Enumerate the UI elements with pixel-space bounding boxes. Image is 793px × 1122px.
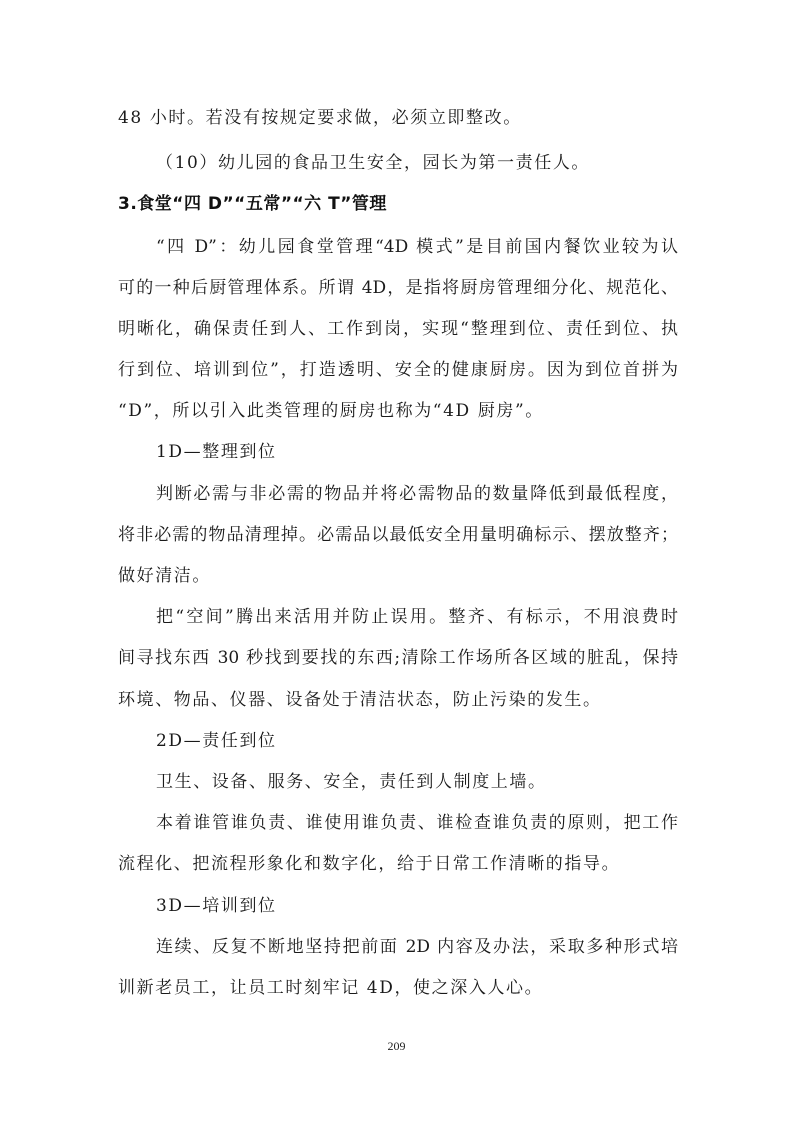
text-line-8: “D”，所以引入此类管理的厨房也称为“4D 厨房”。 — [118, 401, 544, 421]
text-line-11: 将非必需的物品清理掉。必需品以最低安全用量明确标示、摆放整齐； — [118, 525, 678, 545]
text-line-10: 判断必需与非必需的物品并将必需物品的数量降低到最低程度， — [156, 484, 678, 504]
section-heading: 3.食堂“四 D”“五常”“六 T”管理 — [118, 194, 387, 214]
text-line-2: （10）幼儿园的食品卫生安全，园长为第一责任人。 — [156, 153, 591, 173]
text-line-18: 本着谁管谁负责、谁使用谁负责、谁检查谁负责的原则，把工作 — [156, 813, 678, 833]
text-line-22: 训新老员工，让员工时刻牢记 4D，使之深入人心。 — [118, 978, 544, 998]
text-line-1: 48 小时。若没有按规定要求做，必须立即整改。 — [118, 108, 522, 128]
text-line-13: 把“空间”腾出来活用并防止误用。整齐、有标示，不用浪费时 — [156, 607, 678, 627]
text-line-21: 连续、反复不断地坚持把前面 2D 内容及办法，采取多种形式培 — [156, 937, 678, 957]
page-number: 209 — [387, 1039, 406, 1053]
subheading-1d: 1D—整理到位 — [156, 442, 277, 462]
text-line-12: 做好清洁。 — [118, 566, 211, 586]
text-line-17: 卫生、设备、服务、安全，责任到人制度上墙。 — [156, 772, 547, 792]
text-line-5: 可的一种后厨管理体系。所谓 4D，是指将厨房管理细分化、规范化、 — [118, 278, 678, 298]
text-line-19: 流程化、把流程形象化和数字化，给于日常工作清晰的指导。 — [118, 854, 621, 874]
subheading-3d: 3D—培训到位 — [156, 896, 277, 916]
text-line-4: “四 D”：幼儿园食堂管理“4D 模式”是目前国内餐饮业较为认 — [156, 237, 678, 257]
text-line-6: 明晰化，确保责任到人、工作到岗，实现“整理到位、责任到位、执 — [118, 319, 678, 339]
text-line-14: 间寻找东西 30 秒找到要找的东西;清除工作场所各区域的脏乱，保持 — [118, 648, 678, 668]
subheading-2d: 2D—责任到位 — [156, 731, 277, 751]
text-line-7: 行到位、培训到位”，打造透明、安全的健康厨房。因为到位首拼为 — [118, 360, 678, 380]
text-line-15: 环境、物品、仪器、设备处于清洁状态，防止污染的发生。 — [118, 690, 602, 710]
